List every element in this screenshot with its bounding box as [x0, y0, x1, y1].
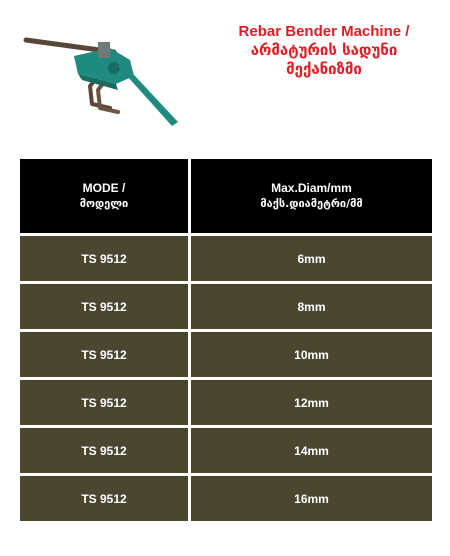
title-georgian-line1: არმატურის სადუნი — [250, 41, 398, 59]
table-row — [20, 332, 432, 377]
header-diam-cell — [191, 159, 432, 233]
header-model-en: MODE / — [82, 181, 126, 195]
diam-cell: 12mm — [191, 380, 432, 425]
model-cell: TS 9512 — [20, 236, 188, 281]
header-model-ka: მოდელი — [79, 197, 129, 210]
table-row — [20, 476, 432, 521]
table-row — [20, 236, 432, 281]
model-cell: TS 9512 — [20, 476, 188, 521]
title — [200, 22, 448, 79]
table-row — [20, 284, 432, 329]
table-row — [20, 380, 432, 425]
header-diam-ka: მაქს.დიამეტრი/მმ — [260, 197, 363, 210]
diam-cell: 14mm — [191, 428, 432, 473]
table-row — [20, 428, 432, 473]
diam-cell: 16mm — [191, 476, 432, 521]
header-diam-en: Max.Diam/mm — [271, 181, 352, 195]
table-header-row — [20, 159, 432, 233]
title-georgian-line2: მექანიზმი — [286, 60, 362, 78]
diam-cell: 8mm — [191, 284, 432, 329]
model-cell: TS 9512 — [20, 380, 188, 425]
rebar-bender-machine-image — [18, 26, 188, 130]
diam-cell: 10mm — [191, 332, 432, 377]
header-model-cell — [20, 159, 188, 233]
title-english: Rebar Bender Machine / — [238, 23, 410, 40]
model-cell: TS 9512 — [20, 428, 188, 473]
diam-cell: 6mm — [191, 236, 432, 281]
spec-table — [20, 159, 432, 524]
model-cell: TS 9512 — [20, 284, 188, 329]
model-cell: TS 9512 — [20, 332, 188, 377]
